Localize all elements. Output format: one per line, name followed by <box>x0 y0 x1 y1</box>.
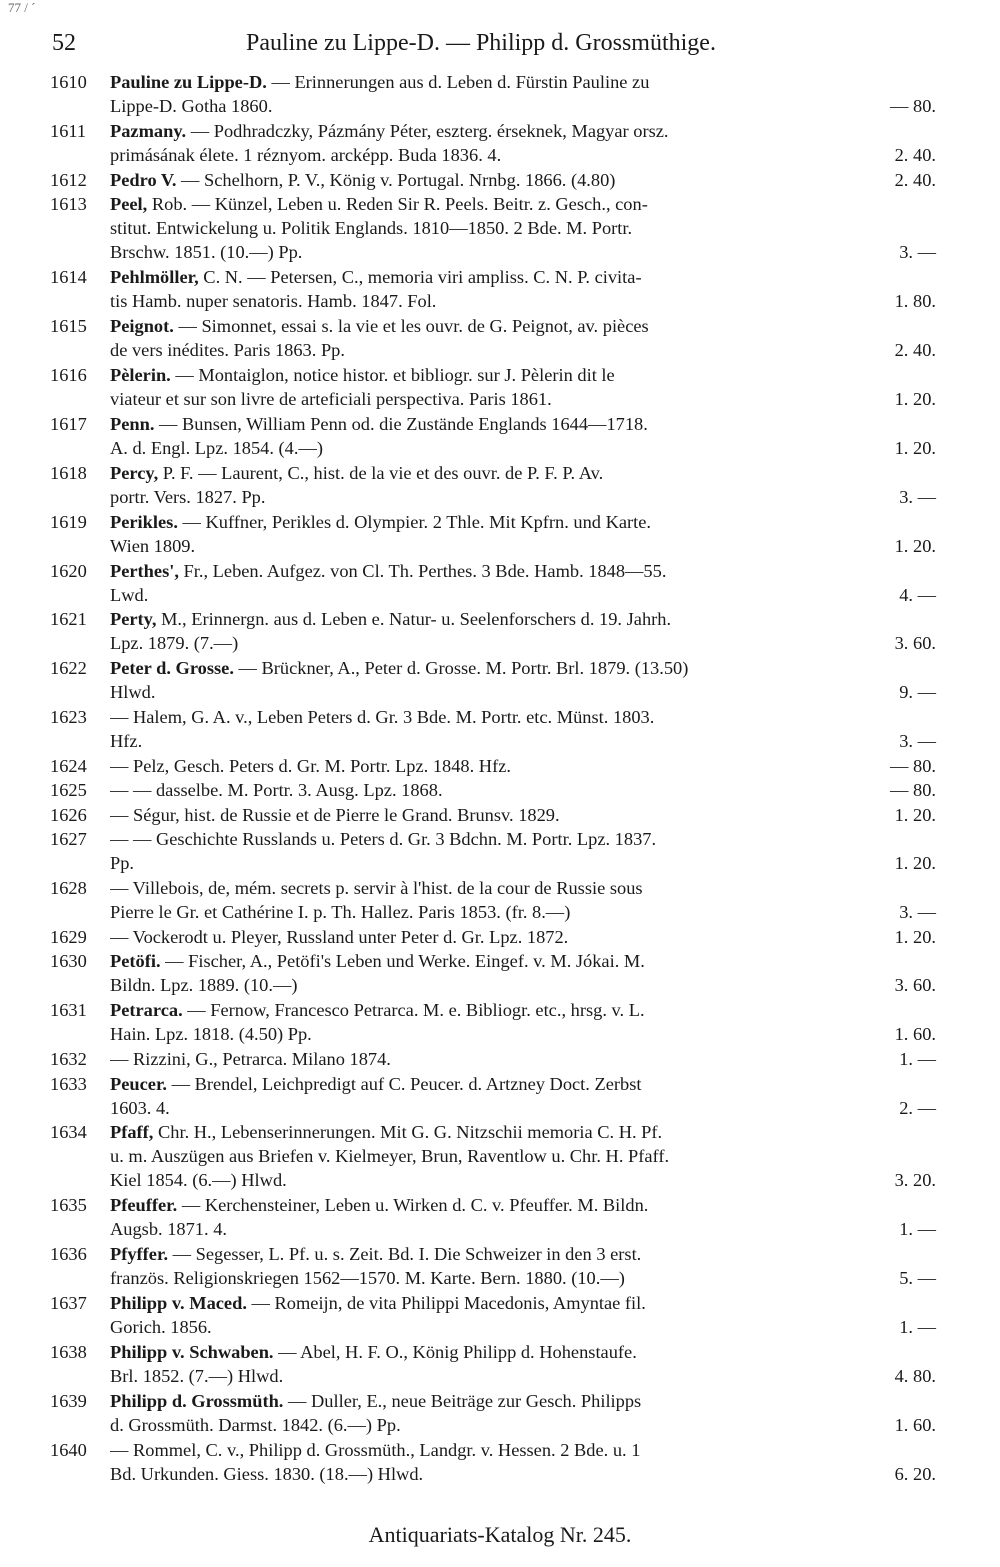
entry-line-2: de vers inédites. Paris 1863. Pp. <box>110 340 345 361</box>
entry-heading: Peter d. Grosse. <box>110 658 234 679</box>
entry-heading: Philipp v. Schwaben. <box>110 1342 274 1363</box>
entry-line-1 <box>110 1072 936 1096</box>
entry-number: 1614 <box>50 267 87 288</box>
entry-line-1 <box>110 1047 936 1071</box>
entry-line-2: Wien 1809. <box>110 535 196 556</box>
entry-line-1 <box>110 949 936 973</box>
catalog-entry <box>0 119 1000 168</box>
entry-line-1 <box>110 314 936 338</box>
catalog-entry <box>0 1389 1000 1438</box>
entry-price: 1. 20. <box>894 535 936 556</box>
entry-number: 1634 <box>50 1122 87 1143</box>
entry-number: 1625 <box>50 780 87 801</box>
entry-line-2: Lippe-D. Gotha 1860. <box>110 96 273 116</box>
entry-line-2: Hlwd. <box>110 682 156 703</box>
entry-price: 9. — <box>899 682 936 703</box>
entry-text: — Vockerodt u. Pleyer, Russland unter Peter d. Gr. Lpz. 1872. <box>110 927 569 948</box>
entry-line-1 <box>110 119 936 143</box>
entry-number: 1639 <box>50 1391 87 1412</box>
entry-line-2: Augsb. 1871. 4. <box>110 1219 227 1240</box>
catalog-entry <box>0 1047 1000 1071</box>
entry-price: 1. 20. <box>894 388 936 409</box>
catalog-entry <box>0 705 1000 754</box>
entry-price: 5. — <box>899 1268 936 1289</box>
entry-price: 1. 20. <box>894 853 936 874</box>
entry-price: 4. 80. <box>894 1366 936 1387</box>
entry-line-1 <box>110 998 936 1022</box>
catalog-entry <box>0 461 1000 510</box>
entry-number: 1633 <box>50 1073 87 1094</box>
catalog-entry <box>0 827 1000 876</box>
entry-text: — Simonnet, essai s. la vie et les ouvr. de G. Peignot, av. pièces <box>173 316 649 337</box>
entry-line-2: Hain. Lpz. 1818. (4.50) Pp. <box>110 1024 312 1045</box>
entry-number: 1620 <box>50 560 87 581</box>
catalog-entry <box>0 876 1000 925</box>
entry-price: 3. — <box>899 242 936 263</box>
entry-price: 4. — <box>899 584 936 605</box>
entry-number: 1626 <box>50 804 87 825</box>
entry-line-1 <box>110 1120 936 1144</box>
catalog-entry <box>0 1291 1000 1340</box>
entry-heading: Pfeuffer. <box>110 1195 178 1216</box>
entry-line-2: d. Grossmüth. Darmst. 1842. (6.—) Pp. <box>110 1415 401 1436</box>
entry-price: 1. — <box>899 1317 936 1338</box>
entry-heading: Petrarca. <box>110 1000 183 1021</box>
entry-number: 1638 <box>50 1342 87 1363</box>
entry-text: — Segesser, L. Pf. u. s. Zeit. Bd. I. Die Schweizer in den 3 erst. <box>168 1244 642 1265</box>
entry-heading: Philipp d. Grossmüth. <box>110 1391 284 1412</box>
entry-number: 1624 <box>50 756 87 777</box>
entry-text: — Erinnerungen aus d. Leben d. Fürstin Pauline zu <box>266 72 650 92</box>
entry-line-3: Kiel 1854. (6.—) Hlwd. <box>110 1170 287 1191</box>
entry-line-2: Lwd. <box>110 584 149 605</box>
entry-text: — Halem, G. A. v., Leben Peters d. Gr. 3 Bde. M. Portr. etc. Münst. 1803. <box>110 707 655 728</box>
entry-text: M., Erinnergn. aus d. Leben e. Natur- u. Seelenforschers d. 19. Jahrh. <box>156 609 672 630</box>
entry-price: — 80. <box>890 780 936 801</box>
entry-number: 1631 <box>50 1000 87 1021</box>
entry-number: 1622 <box>50 658 87 679</box>
entry-line-1 <box>110 705 936 729</box>
entry-line-1 <box>110 754 936 778</box>
entry-text: — Schelhorn, P. V., König v. Portugal. Nrnbg. 1866. (4.80) <box>176 169 616 190</box>
entry-line-1 <box>110 1291 936 1315</box>
corner-mark: 77 / ˊ <box>8 0 36 15</box>
entry-heading: Pauline zu Lippe-D. <box>110 72 267 92</box>
entry-line-1 <box>110 1242 936 1266</box>
entry-number: 1640 <box>50 1439 87 1460</box>
catalog-entry <box>0 778 1000 802</box>
entry-line-2: Bd. Urkunden. Giess. 1830. (18.—) Hlwd. <box>110 1463 424 1484</box>
entry-text: — Abel, H. F. O., König Philipp d. Hohenstaufe. <box>273 1342 637 1363</box>
entry-heading: Peignot. <box>110 316 174 337</box>
entry-heading: Penn. <box>110 413 155 434</box>
catalog-entry <box>0 607 1000 656</box>
entry-line-1 <box>110 559 936 583</box>
entry-number: 1621 <box>50 609 87 630</box>
entry-line-1 <box>110 827 936 851</box>
entry-line-2: A. d. Engl. Lpz. 1854. (4.—) <box>110 437 323 458</box>
running-title: Pauline zu Lippe-D. — Philipp d. Grossmüthige. <box>246 30 716 56</box>
entry-price: 2. — <box>899 1097 936 1118</box>
entry-line-1 <box>110 412 936 436</box>
catalog-entry <box>0 412 1000 461</box>
entry-line-2: Pp. <box>110 853 135 874</box>
page-number: 52 <box>52 30 76 56</box>
entry-heading: Pehlmöller, <box>110 267 199 288</box>
entry-text: — Fernow, Francesco Petrarca. M. e. Bibliogr. etc., hrsg. v. L. <box>182 1000 645 1021</box>
entry-line-1 <box>110 510 936 534</box>
catalog-entry <box>0 1120 1000 1193</box>
page-footer: Antiquariats-Katalog Nr. 245. <box>368 1522 632 1547</box>
entry-line-2: Brl. 1852. (7.—) Hlwd. <box>110 1366 284 1387</box>
entry-number: 1611 <box>50 120 87 141</box>
entry-price: 2. 40. <box>894 340 936 361</box>
entry-line-1 <box>110 656 936 680</box>
entry-heading: Pfaff, <box>110 1122 154 1143</box>
entry-text: — Romeijn, de vita Philippi Macedonis, Amyntae fil. <box>246 1293 646 1314</box>
entry-price: 3. 20. <box>894 1170 936 1191</box>
entry-text: — Brendel, Leichpredigt auf C. Peucer. d. Artzney Doct. Zerbst <box>167 1073 642 1094</box>
entry-line-1 <box>110 363 936 387</box>
entry-text: — Brückner, A., Peter d. Grosse. M. Portr. Brl. 1879. (13.50) <box>233 658 689 679</box>
entry-number: 1635 <box>50 1195 87 1216</box>
entry-price: — 80. <box>890 96 936 116</box>
entry-number: 1617 <box>50 413 87 434</box>
entry-line-1 <box>110 1340 936 1364</box>
entry-text: — Bunsen, William Penn od. die Zustände Englands 1644—1718. <box>154 413 648 434</box>
entry-line-2: viateur et sur son livre de arteficiali perspectiva. Paris 1861. <box>110 388 552 409</box>
entry-number: 1618 <box>50 462 87 483</box>
catalog-entry <box>0 949 1000 998</box>
catalog-entry <box>0 998 1000 1047</box>
entry-heading: Perikles. <box>110 511 178 532</box>
entry-price: 1. — <box>899 1049 936 1070</box>
entry-line-1 <box>110 876 936 900</box>
entry-heading: Perty, <box>110 609 157 630</box>
catalog-entry <box>0 1193 1000 1242</box>
entry-price: 1. 80. <box>894 291 936 312</box>
entry-line-1 <box>110 778 936 802</box>
entry-text: P. F. — Laurent, C., hist. de la vie et des ouvr. de P. F. P. Av. <box>158 462 604 483</box>
entry-text: — — Geschichte Russlands u. Peters d. Gr. 3 Bdchn. M. Portr. Lpz. 1837. <box>110 829 657 850</box>
entry-price: 1. 60. <box>894 1415 936 1436</box>
entry-text: Chr. H., Lebenserinnerungen. Mit G. G. Nitzschii memoria C. H. Pf. <box>153 1122 663 1143</box>
entry-list <box>0 70 1000 1487</box>
entry-line-1 <box>110 192 936 216</box>
entry-text: — Podhradczky, Pázmány Péter, eszterg. érseknek, Magyar orsz. <box>186 120 669 141</box>
entry-heading: Pazmany. <box>110 120 187 141</box>
entry-text: — Fischer, A., Petöfi's Leben und Werke. Eingef. v. M. Jókai. M. <box>160 951 645 972</box>
entry-text: — Duller, E., neue Beiträge zur Gesch. Philipps <box>283 1391 642 1412</box>
entry-line-2: portr. Vers. 1827. Pp. <box>110 486 266 507</box>
entry-number: 1630 <box>50 951 87 972</box>
entry-number: 1623 <box>50 707 87 728</box>
entry-text: — Kuffner, Perikles d. Olympier. 2 Thle. Mit Kpfrn. und Karte. <box>177 511 652 532</box>
entry-line-1 <box>110 70 936 94</box>
entry-line-2: stitut. Entwickelung u. Politik Englands. 1810—1850. 2 Bde. M. Portr. <box>110 218 633 239</box>
catalog-entry <box>0 314 1000 363</box>
entry-line-1 <box>110 265 936 289</box>
entry-heading: Perthes', <box>110 560 179 581</box>
entry-text: — Kerchensteiner, Leben u. Wirken d. C. v. Pfeuffer. M. Bildn. <box>177 1195 649 1216</box>
catalog-entry <box>0 559 1000 608</box>
entry-line-1 <box>110 1193 936 1217</box>
entry-heading: Peel, <box>110 194 148 215</box>
entry-price: 1. 20. <box>894 927 936 948</box>
entry-number: 1632 <box>50 1049 87 1070</box>
entry-heading: Pèlerin. <box>110 364 171 385</box>
entry-line-2: 1603. 4. <box>110 1097 170 1118</box>
catalog-entry <box>0 1242 1000 1291</box>
entry-price: 1. 20. <box>894 437 936 458</box>
page-header <box>0 24 1000 64</box>
entry-line-1 <box>110 461 936 485</box>
catalog-entry <box>0 754 1000 778</box>
entry-number: 1627 <box>50 829 87 850</box>
entry-heading: Philipp v. Maced. <box>110 1293 247 1314</box>
entry-price: 1. — <box>899 1219 936 1240</box>
entry-number: 1629 <box>50 927 87 948</box>
entry-line-1 <box>110 168 936 192</box>
entry-line-2: Pierre le Gr. et Cathérine I. p. Th. Hallez. Paris 1853. (fr. 8.—) <box>110 902 571 923</box>
entry-text: C. N. — Petersen, C., memoria viri ampliss. C. N. P. civita- <box>198 267 642 288</box>
entry-line-2: französ. Religionskriegen 1562—1570. M. Karte. Bern. 1880. (10.—) <box>110 1268 625 1289</box>
entry-number: 1637 <box>50 1293 87 1314</box>
catalog-entry <box>0 192 1000 265</box>
catalog-entry <box>0 1438 1000 1487</box>
entry-heading: Percy, <box>110 462 159 483</box>
entry-line-2: primásának élete. 1 réznyom. arcképp. Buda 1836. 4. <box>110 144 502 165</box>
entry-heading: Pedro V. <box>110 169 177 190</box>
entry-number: 1613 <box>50 194 87 215</box>
entry-number: 1612 <box>50 169 87 190</box>
entry-line-2: Bildn. Lpz. 1889. (10.—) <box>110 975 298 996</box>
entry-price: 3. 60. <box>894 975 936 996</box>
entry-number: 1636 <box>50 1244 87 1265</box>
entry-text: — Ségur, hist. de Russie et de Pierre le Grand. Brunsv. 1829. <box>110 804 560 825</box>
catalog-entry <box>0 70 1000 119</box>
entry-line-1 <box>110 925 936 949</box>
entry-number: 1619 <box>50 511 87 532</box>
entry-line-2: Hfz. <box>110 731 143 752</box>
catalog-entry <box>0 168 1000 192</box>
entry-price: — 80. <box>890 756 936 777</box>
catalog-entry <box>0 363 1000 412</box>
entry-price: 6. 20. <box>894 1463 936 1484</box>
entry-line-2: tis Hamb. nuper senatoris. Hamb. 1847. Fol. <box>110 291 437 312</box>
entry-price: 1. 60. <box>894 1024 936 1045</box>
entry-heading: Peucer. <box>110 1073 168 1094</box>
entry-price: 2. 40. <box>894 144 936 165</box>
entry-text: — Rommel, C. v., Philipp d. Grossmüth., Landgr. v. Hessen. 2 Bde. u. 1 <box>110 1439 641 1460</box>
entry-price: 3. — <box>899 486 936 507</box>
entry-line-1 <box>110 1389 936 1413</box>
entry-price: 3. — <box>899 902 936 923</box>
entry-text: — Villebois, de, mém. secrets p. servir à l'hist. de la cour de Russie sous <box>110 878 643 899</box>
entry-text: Rob. — Künzel, Leben u. Reden Sir R. Peels. Beitr. z. Gesch., con- <box>147 194 648 215</box>
entry-text: — Montaiglon, notice histor. et bibliogr. sur J. Pèlerin dit le <box>170 364 615 385</box>
catalog-entry <box>0 656 1000 705</box>
entry-number: 1610 <box>50 72 87 92</box>
catalog-entry <box>0 265 1000 314</box>
catalog-entry <box>0 1340 1000 1389</box>
entry-line-1 <box>110 1438 936 1462</box>
catalog-entry <box>0 510 1000 559</box>
catalog-entry <box>0 1072 1000 1121</box>
entry-line-3: Brschw. 1851. (10.—) Pp. <box>110 242 303 263</box>
entry-line-2: Gorich. 1856. <box>110 1317 212 1338</box>
entry-number: 1615 <box>50 316 87 337</box>
entry-line-1 <box>110 803 936 827</box>
entry-line-1 <box>110 607 936 631</box>
entry-text: — — dasselbe. M. Portr. 3. Ausg. Lpz. 1868. <box>110 780 443 801</box>
entry-price: 3. — <box>899 731 936 752</box>
entry-text: — Pelz, Gesch. Peters d. Gr. M. Portr. Lpz. 1848. Hfz. <box>110 756 511 777</box>
entry-line-2: Lpz. 1879. (7.—) <box>110 633 239 654</box>
entry-text: — Rizzini, G., Petrarca. Milano 1874. <box>110 1049 391 1070</box>
entry-number: 1628 <box>50 878 87 899</box>
entry-number: 1616 <box>50 364 87 385</box>
entry-heading: Petöfi. <box>110 951 161 972</box>
entry-price: 1. 20. <box>894 804 936 825</box>
catalog-entry <box>0 803 1000 827</box>
entry-line-2: u. m. Auszügen aus Briefen v. Kielmeyer, Brun, Raventlow u. Chr. H. Pfaff. <box>110 1146 670 1167</box>
entry-price: 2. 40. <box>894 169 936 190</box>
catalog-entry <box>0 925 1000 949</box>
entry-text: Fr., Leben. Aufgez. von Cl. Th. Perthes. 3 Bde. Hamb. 1848—55. <box>178 560 667 581</box>
entry-price: 3. 60. <box>894 633 936 654</box>
entry-heading: Pfyffer. <box>110 1244 169 1265</box>
